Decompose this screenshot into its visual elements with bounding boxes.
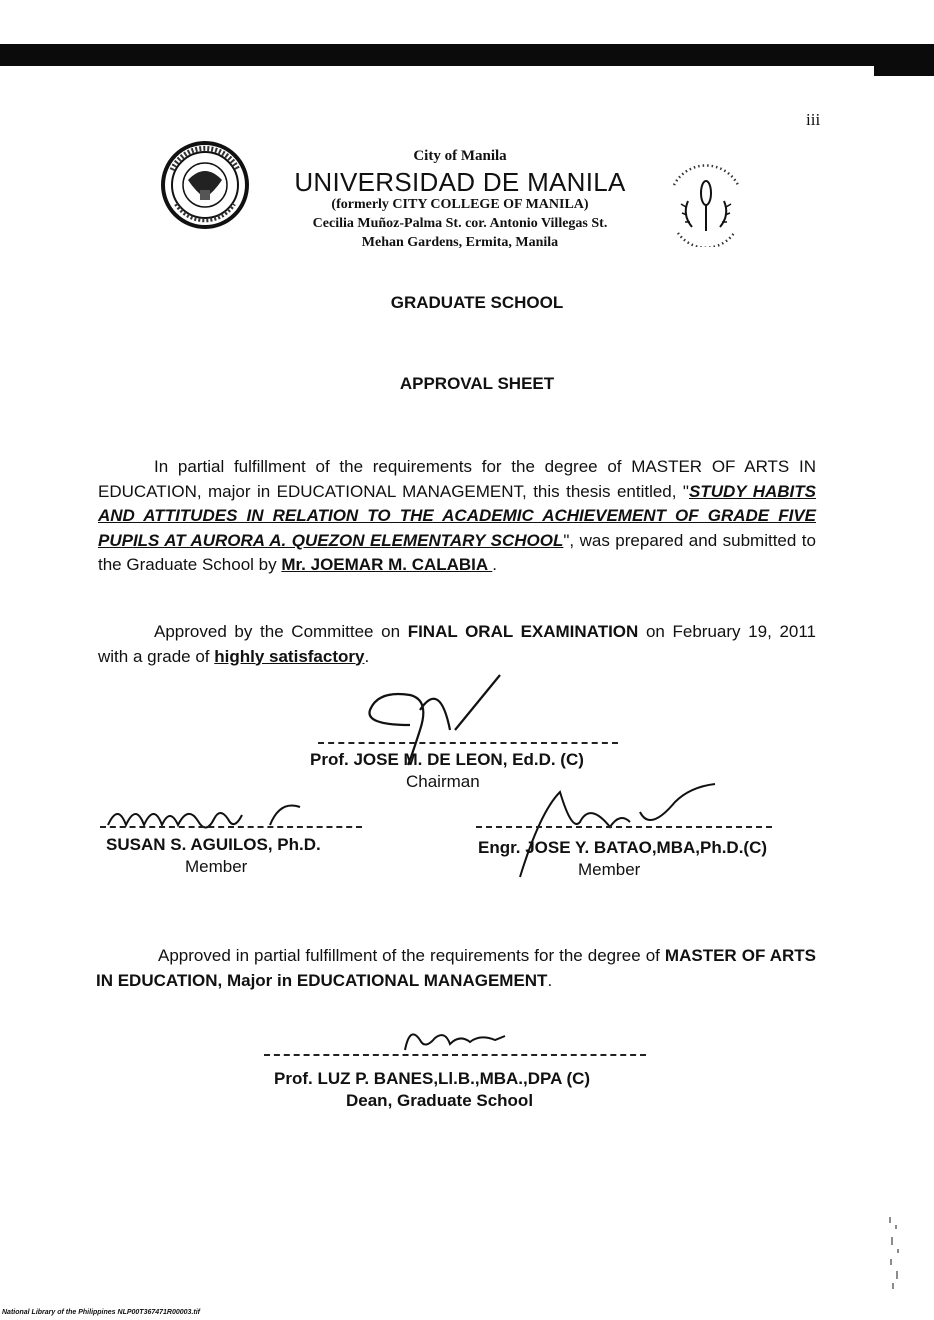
member2-role: Member [578, 860, 641, 879]
committee-start: Approved by the Committee on [154, 622, 408, 641]
thesis-intro: In partial fulfillment of the requirements for the degree of MASTER OF ARTS IN EDUCATION, major in EDUCATIONAL MANAGEMENT, this thesis entitled, " [98, 457, 816, 501]
member2-name: Engr. JOSE Y. BATAO,MBA,Ph.D.(C) [478, 838, 768, 857]
member1-signature [100, 795, 320, 840]
thesis-author: Mr. JOEMAR M. CALABIA [281, 555, 493, 574]
thesis-end: . [492, 555, 498, 574]
member1-signature-line [100, 826, 362, 828]
chairman-signature-line [318, 742, 618, 744]
approval-sheet-heading: APPROVAL SHEET [399, 374, 555, 393]
dean-approval-start: Approved in partial fulfillment of the requirements for the degree of [158, 946, 665, 965]
thesis-mid: ", was prepared and submitted to the Graduate School by [98, 530, 816, 574]
header-former-name: (formerly CITY COLLEGE OF MANILA) [331, 197, 589, 212]
dean-approval-end: . [547, 970, 553, 990]
paragraph-thesis [98, 455, 816, 578]
exam-grade: highly satisfactory [214, 646, 365, 666]
scan-top-border-tail [874, 66, 934, 76]
page-number: iii [806, 110, 821, 129]
header-city: City of Manila [413, 148, 507, 164]
header-university-name: UNIVERSIDAD DE MANILA [294, 167, 626, 197]
member1-name: SUSAN S. AGUILOS, Ph.D. [106, 835, 321, 854]
chairman-name: Prof. JOSE M. DE LEON, Ed.D. (C) [310, 750, 584, 769]
header-address-line2: Mehan Gardens, Ermita, Manila [361, 235, 559, 250]
scan-footer-label: National Library of the Philippines NLP00T367471R00003.tif [2, 1309, 201, 1316]
member1-role: Member [185, 857, 248, 876]
scan-top-border [0, 44, 934, 66]
thesis-title: STUDY HABITS AND ATTITUDES IN RELATION TO THE ACADEMIC ACHIEVEMENT OF GRADE FIVE PUPILS AT AURORA A. QUEZON ELEMENTARY SCHOOL [98, 481, 816, 550]
city-seal-logo [660, 155, 752, 247]
graduate-school-heading: GRADUATE SCHOOL [390, 293, 564, 312]
university-seal-logo [158, 140, 252, 230]
scan-edge-marks [886, 1215, 906, 1295]
dean-role: Dean, Graduate School [346, 1091, 534, 1110]
committee-mid: on February 19, 2011 with a grade of [98, 622, 817, 666]
chairman-role: Chairman [406, 772, 480, 791]
degree-name: MASTER OF ARTS IN EDUCATION, Major in EDUCATIONAL MANAGEMENT [96, 946, 816, 990]
committee-end: . [364, 646, 370, 666]
paragraph-dean-approval [96, 944, 816, 993]
header-address-line1: Cecilia Muñoz-Palma St. cor. Antonio Villegas St. [312, 216, 608, 231]
dean-name: Prof. LUZ P. BANES,Ll.B.,MBA.,DPA (C) [274, 1069, 591, 1088]
dean-signature-line [264, 1054, 646, 1056]
paragraph-committee-approval [98, 620, 816, 669]
exam-name: FINAL ORAL EXAMINATION [407, 622, 639, 641]
member2-signature-line [476, 826, 772, 828]
